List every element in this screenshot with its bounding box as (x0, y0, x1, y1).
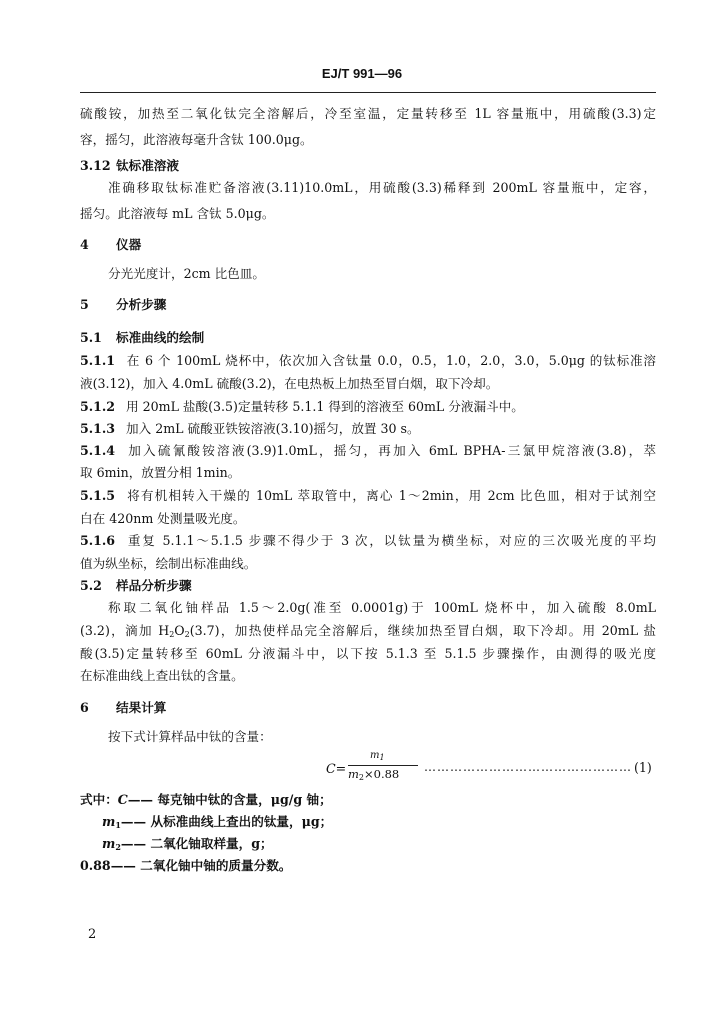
definition-line (80, 858, 291, 874)
step-text: 重复 5.1.1～5.1.5 步骤不得少于 3 次，以钛量为横坐标，对应的三次吸光度的平均 (126, 533, 656, 548)
para-line: 准确移取钛标准贮备溶液(3.11)10.0mL，用硫酸(3.3)稀释到 200mL 容量瓶中，定容， (108, 180, 656, 195)
section-title: 仪器 (116, 237, 142, 252)
section-number: 5 (80, 297, 89, 312)
section-number: 4 (80, 237, 89, 252)
text-run: O (174, 623, 185, 638)
subscript: 2 (115, 842, 121, 852)
subscript: 2 (184, 630, 190, 639)
fraction-bar (348, 765, 418, 766)
para-line: 液(3.12)，加入 4.0mL 硫酸(3.2)，在电热板上加热至冒白烟，取下冷却。 (80, 376, 499, 391)
definition-text: —— 二氧化铀中铀的质量分数。 (110, 858, 292, 873)
subscript: 1 (115, 820, 121, 830)
section-title: 钛标准溶液 (116, 158, 179, 173)
section-number: 5.1 (80, 330, 102, 345)
text-run: (3.2)，滴加 H (80, 623, 170, 638)
para-line: 白在 420nm 处测量吸光度。 (80, 511, 246, 526)
para-line: 值为纵坐标，绘制出标准曲线。 (80, 556, 257, 571)
subscript: 1 (379, 753, 385, 762)
header-rule (80, 92, 656, 93)
standard-code-header: EJ/T 991—96 (321, 66, 403, 81)
definition-text: —— 二氧化铀取样量，g； (120, 836, 273, 851)
subscript: 2 (169, 630, 175, 639)
section-heading-3-12 (80, 158, 179, 174)
formula-var: m (370, 750, 380, 761)
section-number: 5.1.6 (80, 533, 116, 548)
page-number: 2 (88, 927, 97, 942)
section-heading-4 (80, 237, 141, 253)
definition-text: —— 每克铀中钛的含量，μg/g 铀； (127, 792, 332, 807)
leader-dots: ………………………………………… (424, 760, 632, 774)
definition-var: 0.88 (80, 858, 111, 873)
step-5-1-3-line (80, 421, 420, 437)
definition-line (102, 814, 332, 833)
step-text: 用 20mL 盐酸(3.5)定量转移 5.1.1 得到的溶液至 60mL 分液漏斗中。 (126, 399, 524, 414)
equation-number: (1) (634, 760, 652, 775)
section-heading-5-1 (80, 330, 204, 346)
formula-denominator (348, 767, 399, 782)
definition-var: m (102, 836, 116, 851)
step-5-1-1-line (80, 353, 656, 369)
formula-var: m (348, 767, 359, 781)
para-line: 酸(3.5)定量转移至 60mL 分液漏斗中，以下按 5.1.3 至 5.1.5 步骤操作，由测得的吸光度 (80, 646, 656, 661)
step-5-1-4-line (80, 443, 656, 459)
subscript: 2 (358, 773, 364, 782)
section-title: 标准曲线的绘制 (116, 330, 205, 345)
section-number: 6 (80, 700, 89, 715)
definition-line (102, 836, 273, 855)
section-number: 5.1.3 (80, 421, 116, 436)
section-heading-6 (80, 700, 166, 716)
section-number: 3.12 (80, 158, 111, 173)
step-5-1-5-line (80, 488, 656, 504)
formula-numerator (370, 750, 385, 762)
step-text: 加入硫氰酸铵溶液(3.9)1.0mL，摇匀，再加入 6mL BPHA-三氯甲烷溶液(3.8)，萃 (126, 443, 656, 458)
formula-lhs: C= (326, 761, 347, 776)
para-line: 按下式计算样品中钛的含量： (108, 729, 272, 744)
para-line: 分光光度计，2cm 比色皿。 (108, 266, 265, 281)
step-text: 加入 2mL 硫酸亚铁铵溶液(3.10)摇匀，放置 30 s。 (126, 421, 420, 436)
section-number: 5.1.5 (80, 488, 116, 503)
section-number: 5.1.4 (80, 443, 116, 458)
text-run: (3.7)，加热使样品完全溶解后，继续加热至冒白烟，取下冷却。用 20mL 盐 (189, 623, 656, 638)
step-5-1-6-line (80, 533, 656, 549)
step-5-1-2-line (80, 399, 524, 415)
para-line: 称取二氧化铀样品 1.5～2.0g(准至 0.0001g)于 100mL 烧杯中，加入硫酸 8.0mL (108, 600, 656, 615)
section-number: 5.1.1 (80, 353, 116, 368)
section-heading-5-2 (80, 578, 192, 594)
formula-term: ×0.88 (364, 767, 400, 781)
section-number: 5.1.2 (80, 399, 116, 414)
section-heading-5 (80, 297, 166, 313)
step-text: 将有机相转入干燥的 10mL 萃取管中，离心 1～2min，用 2cm 比色皿，相对于试剂空 (126, 488, 656, 503)
para-line: 硫酸铵，加热至二氧化钛完全溶解后，冷至室温，定量转移至 1L 容量瓶中，用硫酸(3.3)定 (80, 106, 656, 121)
para-line-h2o2 (80, 623, 656, 643)
step-text: 在 6 个 100mL 烧杯中，依次加入含钛量 0.0，0.5，1.0，2.0，3.0，5.0μg 的钛标准溶 (126, 353, 656, 368)
definition-text: —— 从标准曲线上查出的钛量，μg； (120, 814, 333, 829)
section-title: 分析步骤 (116, 297, 167, 312)
definition-prefix: 式中： (80, 792, 118, 807)
section-title: 样品分析步骤 (116, 578, 192, 593)
para-line: 摇匀。此溶液每 mL 含钛 5.0μg。 (80, 206, 275, 221)
section-title: 结果计算 (116, 700, 167, 715)
para-line: 在标准曲线上查出钛的含量。 (80, 668, 244, 683)
section-number: 5.2 (80, 578, 102, 593)
para-line: 容，摇匀，此溶液每毫升含钛 100.0μg。 (80, 132, 313, 147)
definition-var: m (102, 814, 116, 829)
definition-line (80, 792, 332, 808)
para-line: 取 6min，放置分相 1min。 (80, 465, 241, 480)
definition-var: C (117, 792, 128, 807)
